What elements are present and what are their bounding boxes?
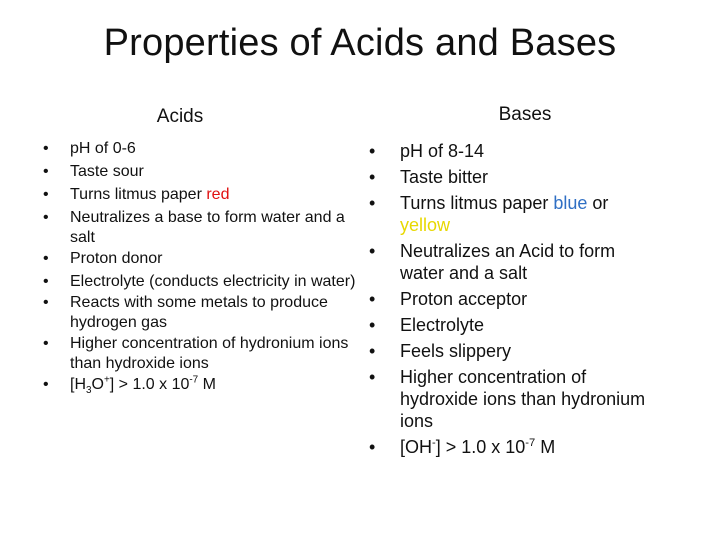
bullet-icon: • <box>43 376 49 393</box>
bases-list <box>369 140 660 462</box>
list-item: • Taste bitter <box>369 167 489 187</box>
bullet-icon: • <box>43 273 49 290</box>
bullet-icon: • <box>369 341 376 361</box>
bullet-icon: • <box>369 367 376 387</box>
list-item: • pH of 0-6 <box>43 140 136 157</box>
bullet-icon: • <box>369 437 376 457</box>
list-item: • pH of 8-14 <box>369 141 485 161</box>
list-item <box>369 436 660 458</box>
list-item: • Electrolyte (conducts electricity in water) <box>43 273 356 290</box>
bullet-icon: • <box>43 250 49 267</box>
list-item: • Feels slippery <box>369 341 512 361</box>
hydronium-formula: $[H_3O^+] > 1.0$ x $10^{-7}$ M <box>70 374 216 397</box>
hydroxide-formula: [OH-] > 1.0 x $10^{-7}$ M <box>400 437 556 457</box>
list-item: • Turns litmus paper blue or yellow <box>369 193 609 235</box>
bullet-icon: • <box>369 241 376 261</box>
bullet-icon: • <box>369 167 376 187</box>
bullet-icon: • <box>43 335 49 352</box>
list-item: • Higher concentration of hydroxide ions than hydronium ions <box>369 367 646 431</box>
bullet-icon: • <box>369 289 376 309</box>
list-item: • Higher concentration of hydronium ions than hydroxide ions <box>43 335 349 372</box>
list-item: • Proton acceptor <box>369 289 528 309</box>
bullet-icon: • <box>43 209 49 226</box>
acids-list <box>43 139 360 398</box>
list-item: • Proton donor <box>43 250 163 267</box>
bullet-icon: • <box>43 186 49 203</box>
list-item: • Neutralizes an Acid to form water and a salt <box>369 241 616 283</box>
list-item: • Taste sour <box>43 163 144 180</box>
litmus-red-text: red <box>206 186 230 203</box>
acids-heading: Acids <box>156 106 204 127</box>
bullet-icon: • <box>43 294 49 311</box>
bullet-icon: • <box>369 141 376 161</box>
slide-title: Properties of Acids and Bases <box>103 22 617 64</box>
list-item: • Turns litmus paper red <box>43 186 230 203</box>
litmus-yellow-text: yellow <box>400 215 451 235</box>
list-item <box>43 374 360 397</box>
bullet-icon: • <box>43 140 49 157</box>
list-item: • Electrolyte <box>369 315 485 335</box>
list-item: • Neutralizes a base to form water and a salt <box>43 209 345 246</box>
bullet-icon: • <box>369 193 376 213</box>
bullet-icon: • <box>43 163 49 180</box>
litmus-blue-text: blue <box>553 193 588 213</box>
list-item: • Reacts with some metals to produce hydrogen gas <box>43 294 328 331</box>
bullet-icon: • <box>369 315 376 335</box>
bases-heading: Bases <box>498 104 552 125</box>
